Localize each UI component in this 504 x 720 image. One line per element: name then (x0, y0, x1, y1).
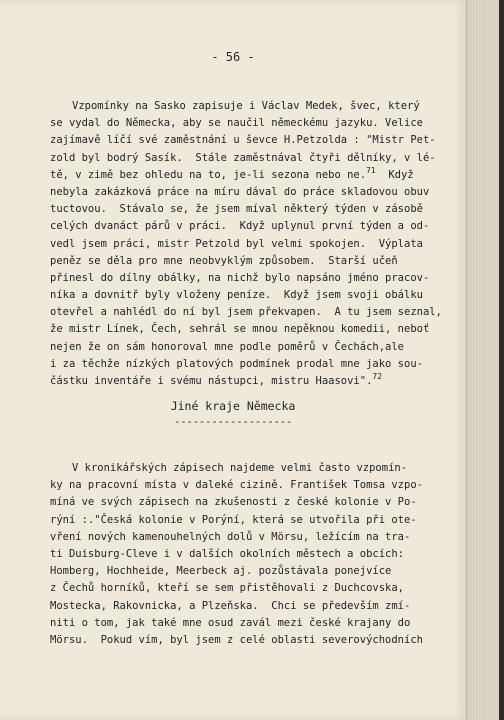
text-line (50, 184, 440, 201)
text-line (50, 253, 440, 270)
text-line (50, 373, 440, 390)
line-text: vření nových kamenouhelných dolů v Mörsu, ležícím na tra- (50, 530, 411, 543)
line-text: částku inventáře i svému nástupci, mistru Haasovi". (50, 375, 373, 387)
text-line (50, 615, 440, 632)
text-line (50, 321, 440, 338)
line-text: Mörsu. Pokud vím, byl jsem z celé oblasti severovýchodních (50, 633, 423, 646)
line-text: nebyla zakázková práce na míru dával do práce skladovou obuv (50, 185, 430, 198)
text-line (50, 580, 440, 597)
page-number: - 56 - (211, 50, 255, 64)
line-text: Vzpomínky na Sasko zapisuje i Václav Medek, švec, který (72, 100, 420, 112)
line-text: peněz se děla pro mne neobvyklým způsobem. Starší učeň (50, 254, 398, 267)
text-line (50, 287, 440, 304)
text-line (50, 460, 440, 477)
line-text: celých dvanáct párů v práci. Když uplynul první týden a od- (50, 220, 430, 233)
line-text: niti o tom, jak také mne osud zavál mezi české krajany do (50, 616, 411, 629)
line-text: nejen že on sám honoroval mne podle poměrů v Čechách,ale (50, 340, 405, 353)
text-line (50, 546, 440, 563)
text-line (50, 356, 440, 373)
line-text: tě, v zimě bez ohledu na to, je-li sezona nebo ne. (50, 168, 367, 181)
line-text: vedl jsem práci, mistr Petzold byl velmi spokojen. Výplata (50, 237, 423, 250)
line-text: tuctovou. Stávalo se, že jsem míval některý týden v zásobě (50, 203, 423, 216)
paragraph-tomsa (50, 460, 440, 649)
section-heading-underline: ------------------- (173, 415, 293, 428)
line-text: V kronikářských zápisech najdeme velmi často vzpomín- (72, 462, 408, 474)
text-line (50, 167, 440, 184)
book-page-edges (466, 0, 504, 720)
text-line (50, 494, 440, 511)
line-text: z Čechů horníků, kteří se sem přistěhovali z Duchcovska, (50, 582, 405, 595)
line-text: otevřel a nahlédl do ní byl jsem překvapen. A tu jsem seznal, (50, 306, 442, 319)
line-text: Mostecka, Rakovnicka, a Plzeňska. Chci se především zmí- (50, 599, 411, 612)
section-heading: Jiné kraje Německa (170, 399, 296, 413)
text-line (50, 304, 440, 321)
line-text: níka a dovnitř byly vloženy peníze. Když jsem svoji obálku (50, 289, 423, 302)
line-text: rýní :."Česká kolonie v Porýní, která se utvořila při ote- (50, 513, 417, 526)
text-line (50, 270, 440, 287)
text-line (50, 512, 440, 529)
line-text: se vydal do Německa, aby se naučil německému jazyku. Velice (50, 117, 423, 130)
line-text: přinesl do dílny obálky, na nichž bylo napsáno jméno pracov- (50, 271, 430, 284)
line-text-after: Když (375, 168, 414, 181)
text-line (50, 236, 440, 253)
footnote-reference: 71 (366, 165, 376, 175)
text-line (50, 150, 440, 167)
text-line (50, 218, 440, 235)
line-text: ky na pracovní místa v daleké cizině. František Tomsa vzpo- (50, 479, 423, 492)
text-line (50, 598, 440, 615)
line-text: i za těchže nízkých platových podmínek prodal mne jako sou- (50, 357, 423, 370)
line-text: ti Duisburg-Cleve i v dalších okolních městech a obcích: (50, 547, 405, 560)
text-line (50, 98, 440, 115)
text-line (50, 632, 440, 649)
footnote-reference: 72 (372, 372, 383, 381)
text-line (50, 477, 440, 494)
text-line (50, 115, 440, 132)
text-line (50, 339, 440, 356)
text-line (50, 563, 440, 580)
line-text: míná ve svých zápisech na zkušenosti z české kolonie v Po- (50, 496, 417, 509)
line-text: že mistr Línek, Čech, sehrál se mnou nepěknou komedii, neboť (50, 323, 430, 336)
paragraph-medek (50, 98, 440, 390)
line-text: zold byl bodrý Sasík. Stále zaměstnával čtyři dělníky, v lé- (50, 151, 436, 164)
text-line (50, 201, 440, 218)
line-text: zajímavě líčí své zaměstnání u ševce H.Petzolda : "Mistr Pet- (50, 134, 436, 147)
text-line (50, 132, 440, 149)
text-line (50, 529, 440, 546)
line-text: Homberg, Hochheide, Meerbeck aj. pozůstávala ponejvíce (50, 565, 392, 578)
